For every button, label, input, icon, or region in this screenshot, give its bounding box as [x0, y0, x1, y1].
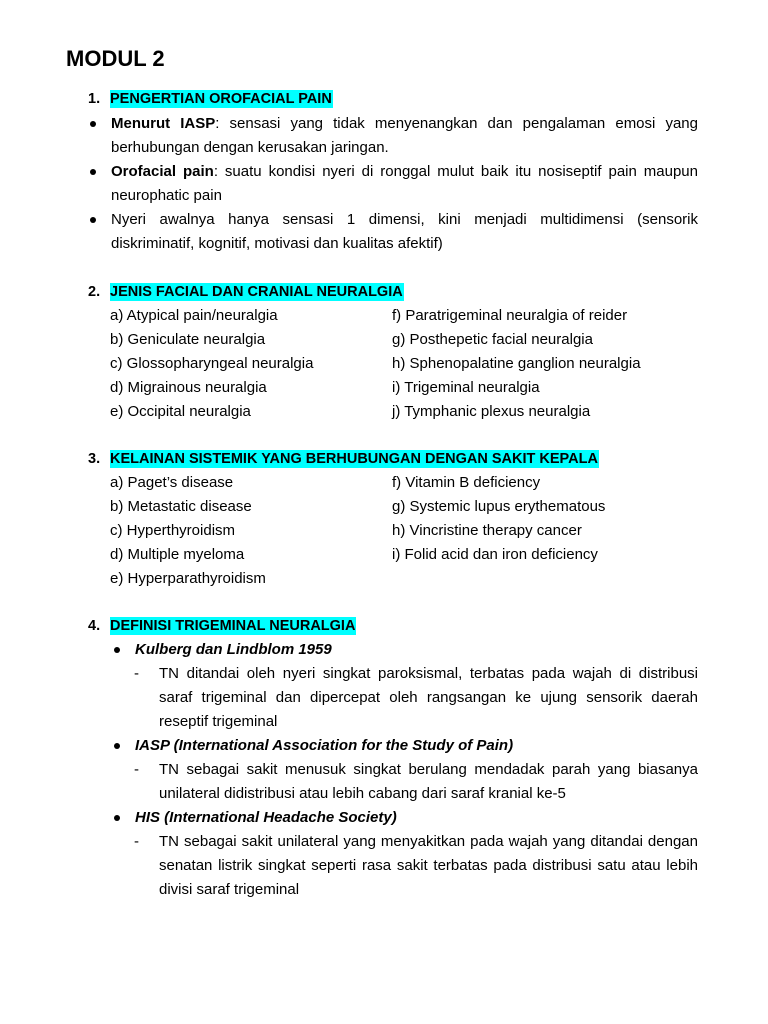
list-row — [110, 519, 670, 543]
bullet-text: : sensasi yang tidak menyenangkan dan pengalaman emosi yang berhubungan dengan kerusakan jaringan. — [111, 115, 698, 156]
bullet-term: Menurut IASP — [111, 115, 216, 132]
neuralgia-list — [110, 304, 670, 424]
page-title: MODUL 2 — [66, 46, 165, 71]
list-item: d) Multiple myeloma — [110, 546, 245, 563]
section-number: 3. — [88, 451, 101, 467]
list-item: g) Posthepetic facial neuralgia — [392, 331, 593, 348]
list-item: c) Hyperthyroidism — [110, 522, 236, 539]
list-row — [110, 400, 670, 424]
list-item: a) Paget’s disease — [110, 474, 234, 491]
list-item: h) Vincristine therapy cancer — [392, 522, 582, 539]
list-item: a) Atypical pain/neuralgia — [110, 307, 278, 324]
definition-text: - TN sebagai sakit unilateral yang menyakitkan pada wajah yang ditandai dengan senatan listrik singkat seperti rasa sakit terbatas pada distribusi satu atau lebih divisi saraf trigeminal — [112, 830, 698, 902]
section-title: JENIS FACIAL DAN CRANIAL NEURALGIA — [110, 284, 403, 300]
section-number: 1. — [88, 91, 101, 107]
definition-source: HIS (International Headache Society) — [112, 806, 698, 830]
definition-text: - TN sebagai sakit menusuk singkat berulang mendadak parah yang biasanya unilateral didistribusi atau lebih cabang dari saraf kranial ke-5 — [112, 758, 698, 806]
list-row — [110, 304, 670, 328]
list-item: g) Systemic lupus erythematous — [392, 498, 606, 515]
list-item: i) Trigeminal neuralgia — [392, 379, 540, 396]
section-number: 2. — [88, 284, 101, 300]
bullet-text: : suatu kondisi nyeri di ronggal mulut baik itu nosiseptif pain maupun neurophatic pain — [111, 163, 698, 204]
list-item: d) Migrainous neuralgia — [110, 379, 267, 396]
list-item: h) Sphenopalatine ganglion neuralgia — [392, 355, 641, 372]
list-item: f) Vitamin B deficiency — [392, 474, 541, 491]
list-row — [110, 352, 670, 376]
list-row — [110, 495, 670, 519]
bullet-item — [88, 160, 698, 208]
list-item: e) Occipital neuralgia — [110, 403, 251, 420]
section-2-heading — [88, 282, 404, 302]
definition-source: IASP (International Association for the Study of Pain) — [112, 734, 698, 758]
definition-text: - TN ditandai oleh nyeri singkat paroksismal, terbatas pada wajah di distribusi saraf trigeminal dan dipercepat oleh rangsangan ke ujung sensorik daerah reseptif trigeminal — [112, 662, 698, 734]
definition-source: Kulberg dan Lindblom 1959 — [112, 638, 698, 662]
section-1-heading — [88, 89, 333, 109]
list-row — [110, 376, 670, 400]
list-row — [110, 567, 670, 591]
list-item: f) Paratrigeminal neuralgia of reider — [392, 307, 628, 324]
section-title: DEFINISI TRIGEMINAL NEURALGIA — [110, 618, 356, 634]
bullet-item — [88, 208, 698, 256]
list-item: e) Hyperparathyroidism — [110, 570, 266, 587]
bullet-item — [88, 112, 698, 160]
list-item: c) Glossopharyngeal neuralgia — [110, 355, 314, 372]
section-4-heading — [88, 616, 356, 636]
list-row — [110, 543, 670, 567]
bullet-term: Orofacial pain — [111, 163, 214, 180]
section-title: PENGERTIAN OROFACIAL PAIN — [110, 91, 332, 107]
list-row — [110, 328, 670, 352]
bullet-text: Nyeri awalnya hanya sensasi 1 dimensi, kini menjadi multidimensi (sensorik diskriminatif, kognitif, motivasi dan kualitas afektif) — [111, 211, 698, 252]
section-3-heading — [88, 449, 599, 469]
list-item: j) Tymphanic plexus neuralgia — [392, 403, 591, 420]
list-item: i) Folid acid dan iron deficiency — [392, 546, 598, 563]
section-title: KELAINAN SISTEMIK YANG BERHUBUNGAN DENGAN SAKIT KEPALA — [110, 451, 598, 467]
list-row — [110, 471, 670, 495]
list-item: b) Metastatic disease — [110, 498, 252, 515]
section-number: 4. — [88, 618, 101, 634]
definition-list — [112, 638, 698, 902]
list-item: b) Geniculate neuralgia — [110, 331, 266, 348]
section-1-bullets — [88, 112, 698, 256]
list-item — [392, 567, 670, 591]
systemic-disorder-list — [110, 471, 670, 591]
